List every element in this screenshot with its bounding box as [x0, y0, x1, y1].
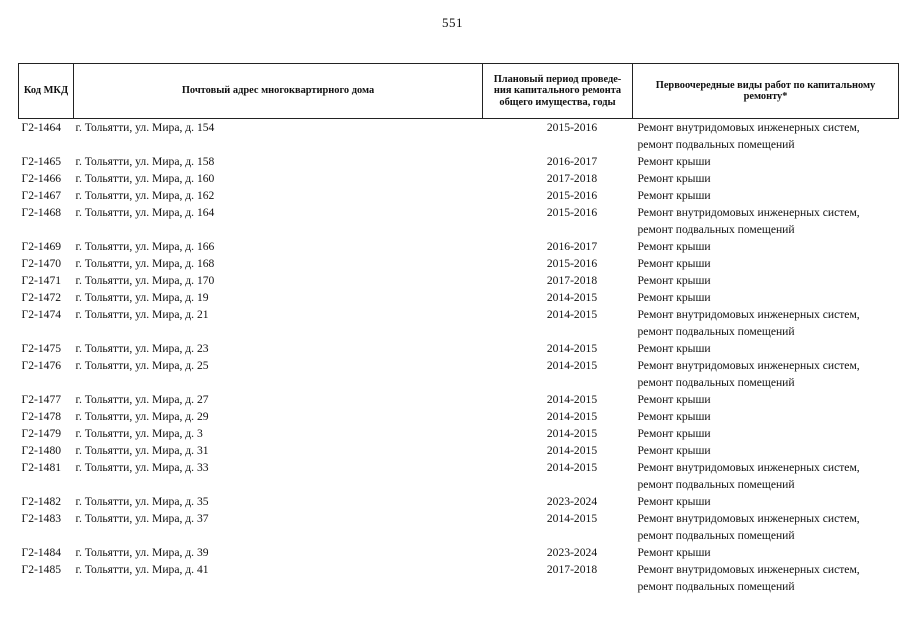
work-item: Ремонт крыши — [637, 393, 711, 406]
header-row — [19, 64, 899, 119]
row-code: Г2-1476 — [21, 359, 62, 372]
row-code: Г2-1468 — [21, 206, 62, 219]
row-code: Г2-1477 — [21, 393, 62, 406]
row-period: 2015-2016 — [546, 206, 598, 219]
row-period: 2015-2016 — [546, 189, 598, 202]
row-works — [633, 204, 899, 238]
row-period: 2014-2015 — [546, 512, 598, 525]
work-item: Ремонт внутридомовых инженерных систем, — [637, 563, 860, 576]
row-address: г. Тольятти, ул. Мира, д. 154 — [75, 121, 215, 134]
row-period: 2014-2015 — [546, 359, 598, 372]
table-row — [19, 187, 899, 204]
work-item: ремонт подвальных помещений — [637, 376, 795, 389]
table-row — [19, 510, 899, 544]
row-address: г. Тольятти, ул. Мира, д. 39 — [75, 546, 209, 559]
row-code: Г2-1479 — [21, 427, 62, 440]
header-code: Код МКД — [19, 64, 74, 119]
row-period: 2017-2018 — [546, 274, 598, 287]
row-works — [633, 561, 899, 595]
row-address: г. Тольятти, ул. Мира, д. 160 — [75, 172, 215, 185]
row-works — [633, 272, 899, 289]
row-period: 2017-2018 — [546, 172, 598, 185]
row-code: Г2-1478 — [21, 410, 62, 423]
row-period: 2023-2024 — [546, 546, 598, 559]
table-row — [19, 459, 899, 493]
row-works — [633, 153, 899, 170]
work-item: Ремонт внутридомовых инженерных систем, — [637, 359, 860, 372]
table-row — [19, 255, 899, 272]
row-works — [633, 357, 899, 391]
table-row — [19, 340, 899, 357]
row-address: г. Тольятти, ул. Мира, д. 170 — [75, 274, 215, 287]
row-works — [633, 255, 899, 272]
housing-registry-table — [18, 63, 899, 595]
row-address: г. Тольятти, ул. Мира, д. 31 — [75, 444, 209, 457]
row-code: Г2-1470 — [21, 257, 62, 270]
table-row — [19, 408, 899, 425]
work-item: Ремонт крыши — [637, 291, 711, 304]
row-code: Г2-1483 — [21, 512, 62, 525]
work-item: ремонт подвальных помещений — [637, 325, 795, 338]
row-works — [633, 238, 899, 255]
row-works — [633, 544, 899, 561]
table-row — [19, 391, 899, 408]
row-address: г. Тольятти, ул. Мира, д. 162 — [75, 189, 215, 202]
work-item: Ремонт крыши — [637, 444, 711, 457]
work-item: Ремонт крыши — [637, 189, 711, 202]
table-row — [19, 170, 899, 187]
row-code: Г2-1466 — [21, 172, 62, 185]
work-item: Ремонт крыши — [637, 257, 711, 270]
row-address: г. Тольятти, ул. Мира, д. 168 — [75, 257, 215, 270]
row-period: 2016-2017 — [546, 240, 598, 253]
table-row — [19, 204, 899, 238]
row-period: 2016-2017 — [546, 155, 598, 168]
work-item: Ремонт внутридомовых инженерных систем, — [637, 512, 860, 525]
row-code: Г2-1469 — [21, 240, 62, 253]
work-item: Ремонт крыши — [637, 155, 711, 168]
row-period: 2014-2015 — [546, 342, 598, 355]
work-item: Ремонт внутридомовых инженерных систем, — [637, 461, 860, 474]
row-period: 2014-2015 — [546, 291, 598, 304]
row-code: Г2-1484 — [21, 546, 62, 559]
row-code: Г2-1471 — [21, 274, 62, 287]
row-period: 2014-2015 — [546, 308, 598, 321]
table-row — [19, 272, 899, 289]
row-code: Г2-1482 — [21, 495, 62, 508]
row-works — [633, 459, 899, 493]
row-code: Г2-1485 — [21, 563, 62, 576]
row-works — [633, 408, 899, 425]
row-works — [633, 425, 899, 442]
row-address: г. Тольятти, ул. Мира, д. 166 — [75, 240, 215, 253]
table-body — [19, 119, 899, 596]
table-row — [19, 442, 899, 459]
row-code: Г2-1481 — [21, 461, 62, 474]
row-works — [633, 170, 899, 187]
row-period: 2014-2015 — [546, 427, 598, 440]
table-row — [19, 357, 899, 391]
page-number: 551 — [442, 15, 463, 30]
header-address: Почтовый адрес многоквартирного дома — [74, 64, 483, 119]
row-address: г. Тольятти, ул. Мира, д. 21 — [75, 308, 209, 321]
row-address: г. Тольятти, ул. Мира, д. 37 — [75, 512, 209, 525]
table-row — [19, 289, 899, 306]
row-works — [633, 493, 899, 510]
work-item: ремонт подвальных помещений — [637, 138, 795, 151]
row-address: г. Тольятти, ул. Мира, д. 23 — [75, 342, 209, 355]
row-period: 2017-2018 — [546, 563, 598, 576]
work-item: Ремонт крыши — [637, 240, 711, 253]
row-works — [633, 289, 899, 306]
row-code: Г2-1467 — [21, 189, 62, 202]
work-item: Ремонт внутридомовых инженерных систем, — [637, 206, 860, 219]
row-code: Г2-1474 — [21, 308, 62, 321]
table-row — [19, 238, 899, 255]
table-row — [19, 153, 899, 170]
row-works — [633, 340, 899, 357]
work-item: Ремонт крыши — [637, 546, 711, 559]
table-row — [19, 561, 899, 595]
work-item: Ремонт крыши — [637, 427, 711, 440]
table-row — [19, 493, 899, 510]
row-address: г. Тольятти, ул. Мира, д. 29 — [75, 410, 209, 423]
row-works — [633, 442, 899, 459]
row-period: 2014-2015 — [546, 444, 598, 457]
work-item: Ремонт крыши — [637, 172, 711, 185]
row-code: Г2-1475 — [21, 342, 62, 355]
work-item: Ремонт внутридомовых инженерных систем, — [637, 121, 860, 134]
row-code: Г2-1464 — [21, 121, 62, 134]
row-works — [633, 510, 899, 544]
row-address: г. Тольятти, ул. Мира, д. 35 — [75, 495, 209, 508]
row-address: г. Тольятти, ул. Мира, д. 25 — [75, 359, 209, 372]
table-row — [19, 425, 899, 442]
header-period: Плановый период проведе-ния капитального ремонта общего имущества, годы — [483, 64, 633, 119]
table-row — [19, 306, 899, 340]
row-works — [633, 306, 899, 340]
row-address: г. Тольятти, ул. Мира, д. 164 — [75, 206, 215, 219]
table-row — [19, 119, 899, 154]
row-address: г. Тольятти, ул. Мира, д. 19 — [75, 291, 209, 304]
row-code: Г2-1480 — [21, 444, 62, 457]
row-address: г. Тольятти, ул. Мира, д. 27 — [75, 393, 209, 406]
row-period: 2014-2015 — [546, 393, 598, 406]
work-item: ремонт подвальных помещений — [637, 529, 795, 542]
work-item: Ремонт внутридомовых инженерных систем, — [637, 308, 860, 321]
row-period: 2023-2024 — [546, 495, 598, 508]
row-period: 2015-2016 — [546, 121, 598, 134]
work-item: ремонт подвальных помещений — [637, 223, 795, 236]
row-address: г. Тольятти, ул. Мира, д. 41 — [75, 563, 209, 576]
row-period: 2014-2015 — [546, 410, 598, 423]
row-period: 2014-2015 — [546, 461, 598, 474]
row-code: Г2-1472 — [21, 291, 62, 304]
row-address: г. Тольятти, ул. Мира, д. 33 — [75, 461, 209, 474]
work-item: Ремонт крыши — [637, 495, 711, 508]
work-item: Ремонт крыши — [637, 274, 711, 287]
row-period: 2015-2016 — [546, 257, 598, 270]
work-item: Ремонт крыши — [637, 410, 711, 423]
row-address: г. Тольятти, ул. Мира, д. 158 — [75, 155, 215, 168]
row-works — [633, 391, 899, 408]
work-item: ремонт подвальных помещений — [637, 478, 795, 491]
work-item: Ремонт крыши — [637, 342, 711, 355]
table-row — [19, 544, 899, 561]
row-address: г. Тольятти, ул. Мира, д. 3 — [75, 427, 203, 440]
row-works — [633, 187, 899, 204]
header-works: Первоочередные виды работ по капитальному ремонту* — [633, 64, 899, 119]
row-works — [633, 119, 899, 154]
table-header — [19, 64, 899, 119]
work-item: ремонт подвальных помещений — [637, 580, 795, 593]
row-code: Г2-1465 — [21, 155, 62, 168]
